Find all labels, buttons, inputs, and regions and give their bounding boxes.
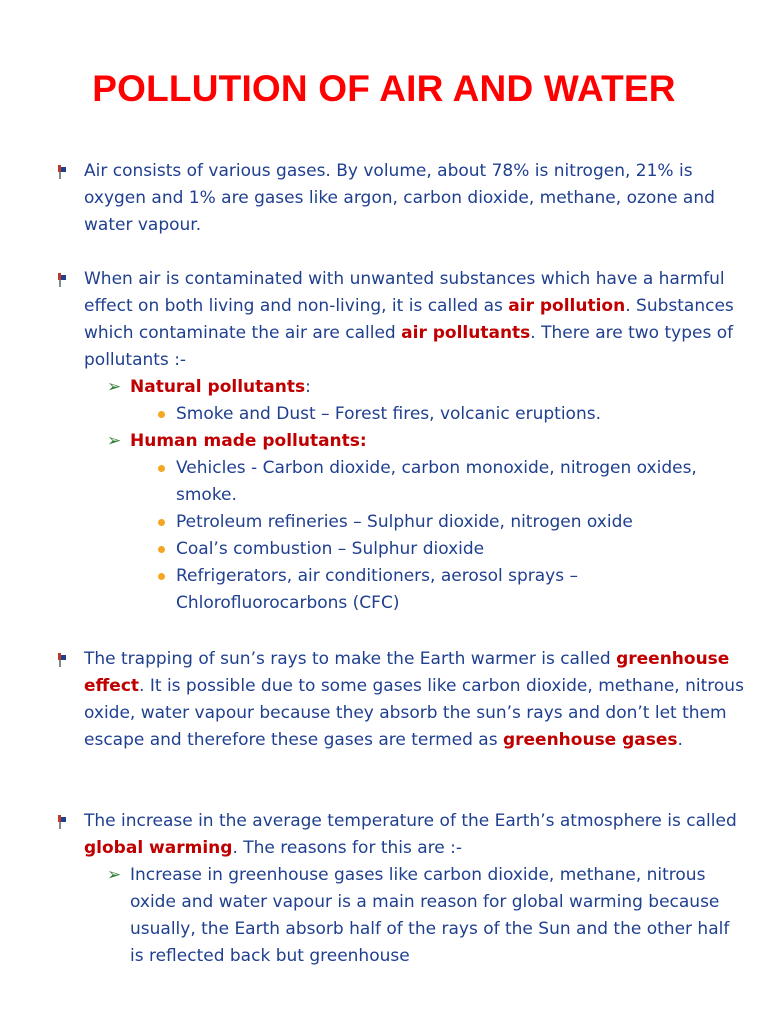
arrow-bullet-icon: ➢: [107, 431, 122, 451]
arrow-bullet-icon: ➢: [107, 865, 122, 885]
paragraph-text: When air is contaminated with unwanted substances which have a harmful effect on both living and non-living, it is called as: [84, 269, 725, 316]
term-global-warming: global warming: [84, 838, 233, 858]
pushpin-bullet-icon: [56, 165, 68, 179]
natural-pollutants-list: [176, 401, 736, 428]
warming-reason-text: Increase in greenhouse gases like carbon dioxide, methane, nitrous oxide and water vapour is a main reason for global warming because usually, the Earth absorb half of the rays of the Sun and the other half is reflected back but greenhouse: [130, 865, 730, 966]
term-air-pollution: air pollution: [508, 296, 626, 316]
list-item-text: Refrigerators, air conditioners, aerosol sprays – Chlorofluorocarbons (CFC): [176, 566, 578, 613]
list-item: [176, 563, 736, 617]
list-item: [176, 455, 736, 509]
paragraph-text: . It is possible due to some gases like carbon dioxide, methane, nitrous oxide, water vapour because they absorb the sun’s rays and don’t let them escape and therefore these gases are termed as: [84, 676, 744, 750]
paragraph-greenhouse-effect: [84, 646, 744, 754]
list-item-text: Petroleum refineries – Sulphur dioxide, nitrogen oxide: [176, 512, 633, 532]
list-item-text: Smoke and Dust – Forest fires, volcanic eruptions.: [176, 404, 601, 424]
pushpin-bullet-icon: [56, 653, 68, 667]
list-item-text: Vehicles - Carbon dioxide, carbon monoxide, nitrogen oxides, smoke.: [176, 458, 697, 505]
arrow-bullet-icon: ➢: [107, 377, 122, 397]
list-item-text: Coal’s combustion – Sulphur dioxide: [176, 539, 485, 559]
paragraph-text: . There are two types of pollutants :-: [84, 323, 734, 370]
natural-pollutants-colon: :: [305, 377, 311, 397]
natural-pollutants-label: Natural pollutants: [130, 377, 306, 397]
paragraph-text: . The reasons for this are :-: [232, 838, 463, 858]
human-made-pollutants-list: [176, 455, 736, 617]
warming-reason-item: [107, 862, 740, 970]
dot-bullet-icon: [158, 465, 165, 472]
subheading-natural-pollutants: [107, 374, 740, 401]
term-greenhouse-effect: greenhouse effect: [84, 649, 730, 696]
dot-bullet-icon: [158, 573, 165, 580]
term-air-pollutants: air pollutants: [401, 323, 531, 343]
paragraph-text: The trapping of sun’s rays to make the Earth warmer is called: [84, 649, 617, 669]
paragraph-text: .: [677, 730, 683, 750]
human-made-pollutants-label: Human made pollutants:: [130, 431, 367, 451]
pushpin-bullet-icon: [56, 815, 68, 829]
paragraph-text: Air consists of various gases. By volume, about 78% is nitrogen, 21% is oxygen and 1% are gases like argon, carbon dioxide, methane, ozone and water vapour.: [84, 161, 715, 235]
subheading-human-made-pollutants: [107, 428, 740, 455]
paragraph-air-pollution: [84, 266, 744, 374]
dot-bullet-icon: [158, 411, 165, 418]
page-title: POLLUTION OF AIR AND WATER: [92, 68, 676, 109]
paragraph-text: . Substances which contaminate the air are called: [84, 296, 734, 343]
paragraph-text: The increase in the average temperature of the Earth’s atmosphere is called: [84, 811, 737, 831]
paragraph-global-warming: [84, 808, 744, 862]
paragraph-air-composition: [84, 158, 744, 239]
list-item: [176, 536, 736, 563]
term-greenhouse-gases: greenhouse gases: [502, 730, 678, 750]
dot-bullet-icon: [158, 546, 165, 553]
list-item: [176, 401, 736, 428]
list-item: [176, 509, 736, 536]
dot-bullet-icon: [158, 519, 165, 526]
pushpin-bullet-icon: [56, 273, 68, 287]
